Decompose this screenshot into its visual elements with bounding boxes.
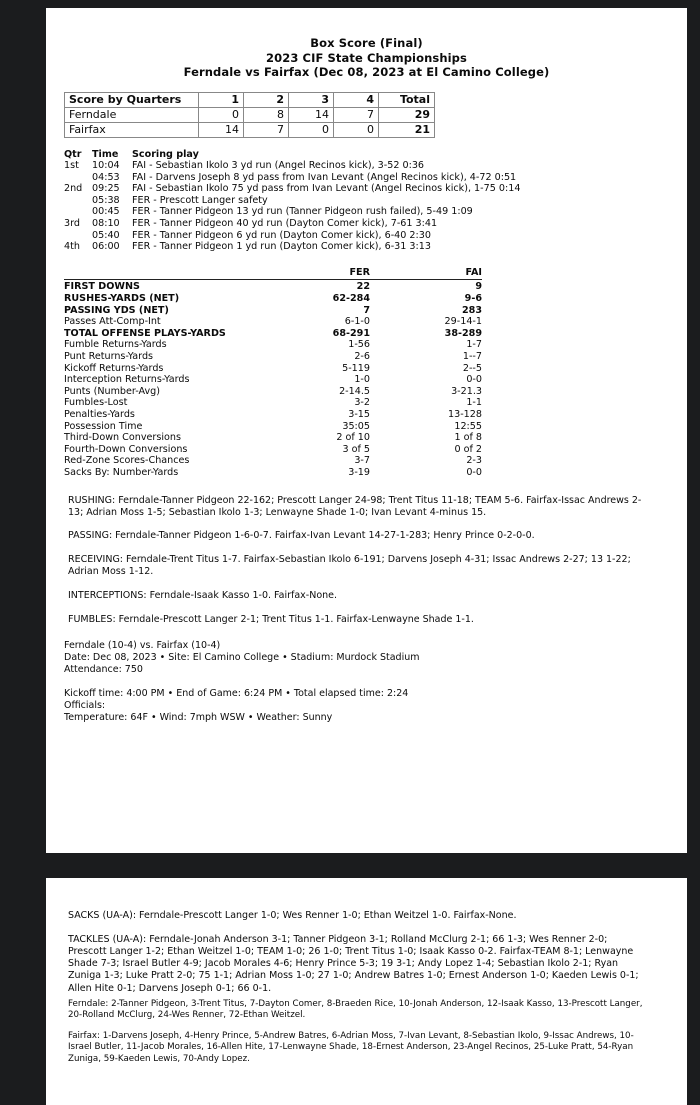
- game-attendance: Attendance: 750: [64, 664, 143, 676]
- table-row: [65, 122, 435, 137]
- table-row: [64, 280, 482, 293]
- stat-value-fer: 1-56: [348, 339, 370, 351]
- stat-value-fai: 1 of 8: [454, 432, 482, 444]
- quarters-header-q1: 1: [199, 92, 244, 107]
- stat-value-fer: 3-2: [354, 397, 370, 409]
- stat-value-fer: 3 of 5: [342, 443, 370, 455]
- table-row: [64, 374, 482, 386]
- quarters-total: 21: [379, 122, 435, 137]
- stats-header-row: [64, 267, 482, 280]
- score-by-quarters-table: [64, 92, 435, 138]
- scoring-play-row: [64, 195, 679, 207]
- stat-value-fer: 7: [363, 304, 370, 316]
- quarters-header-team: Score by Quarters: [65, 92, 199, 107]
- stat-label: TOTAL OFFENSE PLAYS-YARDS: [64, 327, 226, 339]
- stat-value-fai: 0-0: [466, 466, 482, 478]
- scoring-play-quarter: 2nd: [64, 183, 83, 195]
- table-row: [64, 339, 482, 351]
- quarters-q4: 0: [334, 122, 379, 137]
- quarters-q1: 0: [199, 107, 244, 122]
- table-row: [64, 409, 482, 421]
- document-page-2: [46, 878, 687, 1105]
- quarters-q1: 14: [199, 122, 244, 137]
- receiving-paragraph: RECEIVING: Ferndale-Trent Titus 1-7. Fairfax-Sebastian Ikolo 6-191; Darvens Joseph 4-31; Issac Andrews 2-27; 13 1-22; Adrian Moss 1-12.: [68, 554, 631, 578]
- stat-value-fai: 0-0: [466, 374, 482, 386]
- stat-value-fai: 1-7: [466, 339, 482, 351]
- scoring-play-time: 06:00: [92, 241, 120, 253]
- stat-label: Third-Down Conversions: [64, 432, 181, 444]
- stat-label: RUSHES-YARDS (NET): [64, 293, 180, 305]
- table-row: [64, 467, 482, 479]
- stat-value-fer: 62-284: [332, 293, 370, 305]
- stat-value-fai: 12:55: [454, 420, 482, 432]
- stat-label: Punt Returns-Yards: [64, 351, 154, 362]
- table-row: [64, 397, 482, 409]
- table-row: [64, 432, 482, 444]
- scoring-play-time: 05:38: [92, 194, 120, 206]
- stat-label: Penalties-Yards: [64, 408, 135, 420]
- scoring-play-row: [64, 230, 679, 242]
- quarters-header-q2: 2: [244, 92, 289, 107]
- page-title: [54, 8, 679, 80]
- quarters-team-name: Ferndale: [65, 107, 199, 122]
- stat-label: Fumble Returns-Yards: [64, 339, 167, 351]
- ferndale-roster-paragraph: Ferndale: 2-Tanner Pidgeon, 3-Trent Titus, 7-Dayton Comer, 8-Braeden Rice, 10-Jonah Anderson, 12-Isaak Kasso, 13-Prescott Langer, 20-Rolland McClurg, 24-Wes Renner, 72-Ethan Weitzel.: [68, 998, 643, 1020]
- stat-label: Red-Zone Scores-Chances: [64, 455, 190, 467]
- page-2-content: [46, 878, 687, 1065]
- quarters-header-total: Total: [379, 92, 435, 107]
- scoring-play-time: 05:40: [92, 229, 120, 241]
- stat-value-fer: 2-6: [354, 351, 370, 362]
- scoring-play-row: [64, 172, 679, 184]
- scoring-play-time: 09:25: [92, 183, 120, 195]
- stat-value-fai: 2-3: [466, 455, 482, 467]
- table-row: [64, 363, 482, 375]
- stat-label: Interception Returns-Yards: [64, 374, 190, 386]
- stats-table-body: [64, 280, 482, 479]
- stats-table-head: [64, 267, 482, 280]
- scoring-play-description: FER - Tanner Pidgeon 1 yd run (Dayton Comer kick), 6-31 3:13: [132, 241, 431, 253]
- stat-value-fai: 9-6: [464, 293, 482, 305]
- scoring-play-time: 00:45: [92, 206, 120, 218]
- stat-label: Kickoff Returns-Yards: [64, 362, 164, 374]
- stat-value-fai: 9: [475, 281, 482, 293]
- scoring-play-description: FER - Tanner Pidgeon 6 yd run (Dayton Comer kick), 6-40 2:30: [132, 229, 431, 241]
- stats-header-fai: FAI: [388, 267, 482, 280]
- stat-value-fai: 283: [461, 304, 482, 316]
- stat-value-fer: 6-1-0: [344, 316, 370, 328]
- quarters-table-body: [65, 107, 435, 137]
- scoring-header-time: Time: [92, 148, 119, 160]
- stat-value-fai: 3-21.3: [451, 385, 482, 397]
- scoring-play-quarter: 4th: [64, 241, 80, 253]
- table-row: [64, 455, 482, 467]
- table-row: [64, 305, 482, 317]
- interceptions-paragraph: INTERCEPTIONS: Ferndale-Isaak Kasso 1-0. Fairfax-None.: [68, 590, 338, 602]
- game-officials: Officials:: [64, 699, 106, 711]
- stat-value-fer: 3-19: [348, 466, 370, 478]
- title-line-1: Box Score (Final): [310, 36, 423, 50]
- scoring-play-description: FER - Tanner Pidgeon 13 yd run (Tanner Pidgeon rush failed), 5-49 1:09: [132, 206, 473, 218]
- quarters-q4: 7: [334, 107, 379, 122]
- table-row: [64, 316, 482, 328]
- stat-label: Sacks By: Number-Yards: [64, 466, 179, 478]
- stat-value-fai: 1--7: [462, 351, 482, 362]
- sacks-paragraph: SACKS (UA-A): Ferndale-Prescott Langer 1-0; Wes Renner 1-0; Ethan Weitzel 1-0. Fairfax-None.: [68, 910, 517, 921]
- scoring-header-play: Scoring play: [132, 148, 199, 160]
- defensive-statistics-section: [54, 910, 646, 995]
- scoring-play-description: FAI - Darvens Joseph 8 yd pass from Ivan Levant (Angel Recinos kick), 4-72 0:51: [132, 171, 517, 183]
- quarters-header-q4: 4: [334, 92, 379, 107]
- stat-value-fer: 68-291: [332, 327, 370, 339]
- quarters-q3: 14: [289, 107, 334, 122]
- scoring-play-description: FAI - Sebastian Ikolo 75 yd pass from Ivan Levant (Angel Recinos kick), 1-75 0:14: [132, 183, 521, 195]
- stats-header-label: [64, 267, 270, 280]
- stat-label: Fourth-Down Conversions: [64, 443, 188, 455]
- table-row: [64, 293, 482, 305]
- quarters-q2: 7: [244, 122, 289, 137]
- game-information-section: [54, 626, 679, 724]
- game-info-block-1: [64, 640, 679, 677]
- scoring-plays-list: [64, 160, 679, 253]
- scoring-play-quarter: 1st: [64, 160, 79, 172]
- scoring-play-row: [64, 160, 679, 172]
- scoring-play-description: FAI - Sebastian Ikolo 3 yd run (Angel Recinos kick), 3-52 0:36: [132, 160, 425, 172]
- scoring-play-time: 04:53: [92, 171, 120, 183]
- stat-label: PASSING YDS (NET): [64, 304, 169, 316]
- team-statistics-table: [64, 267, 482, 479]
- stat-value-fer: 35:05: [342, 420, 370, 432]
- stat-value-fer: 1-0: [354, 374, 370, 386]
- scoring-play-time: 10:04: [92, 160, 120, 172]
- scoring-play-description: FER - Prescott Langer safety: [132, 194, 268, 206]
- scoring-play-row: [64, 206, 679, 218]
- stat-value-fer: 2-14.5: [339, 385, 370, 397]
- rushing-paragraph: RUSHING: Ferndale-Tanner Pidgeon 22-162; Prescott Langer 24-98; Trent Titus 11-18; TEAM 5-6. Fairfax-Issac Andrews 2-13; Adrian Moss 1-5; Sebastian Ikolo 1-3; Lenwayne Shade 1-0; Ivan Levant 4-minus 15.: [68, 494, 642, 518]
- page-1-content: [46, 8, 687, 724]
- quarters-table-head: [65, 92, 435, 107]
- stat-label: FIRST DOWNS: [64, 281, 140, 293]
- stat-value-fer: 22: [356, 281, 370, 293]
- scoring-plays-header: [64, 149, 679, 161]
- game-date-site: Date: Dec 08, 2023 • Site: El Camino College • Stadium: Murdock Stadium: [64, 652, 420, 664]
- passing-paragraph: PASSING: Ferndale-Tanner Pidgeon 1-6-0-7. Fairfax-Ivan Levant 14-27-1-283; Henry Prince 0-2-0-0.: [68, 530, 535, 542]
- stat-value-fai: 38-289: [444, 327, 482, 339]
- document-page-1: [46, 8, 687, 853]
- table-row: [64, 421, 482, 433]
- stat-label: Passes Att-Comp-Int: [64, 316, 161, 328]
- stats-header-fer: FER: [270, 267, 388, 280]
- scoring-play-row: [64, 218, 679, 230]
- stat-label: Possession Time: [64, 420, 143, 432]
- table-row: [64, 386, 482, 398]
- quarters-team-name: Fairfax: [65, 122, 199, 137]
- score-by-quarters-section: [54, 80, 679, 138]
- scoring-header-qtr: Qtr: [64, 148, 82, 160]
- stat-value-fai: 29-14-1: [444, 316, 482, 328]
- stat-label: Punts (Number-Avg): [64, 385, 161, 397]
- table-row: [64, 444, 482, 456]
- title-line-3: Ferndale vs Fairfax (Dec 08, 2023 at El Camino College): [183, 65, 550, 79]
- stat-value-fer: 3-15: [348, 408, 370, 420]
- quarters-q2: 8: [244, 107, 289, 122]
- scoring-play-time: 08:10: [92, 218, 120, 230]
- scoring-plays-section: [54, 138, 679, 253]
- game-kickoff-time: Kickoff time: 4:00 PM • End of Game: 6:24 PM • Total elapsed time: 2:24: [64, 687, 409, 699]
- scoring-play-description: FER - Tanner Pidgeon 40 yd run (Dayton Comer kick), 7-61 3:41: [132, 218, 438, 230]
- fairfax-roster-paragraph: Fairfax: 1-Darvens Joseph, 4-Henry Prince, 5-Andrew Batres, 6-Adrian Moss, 7-Ivan Levant, 8-Sebastian Ikolo, 9-Issac Andrews, 10-Israel Butler, 11-Jacob Morales, 16-Allen Hite, 17-Lenwayne Shade, 18-Ernest Anderson, 23-Angel Recinos, 25-Luke Pratt, 54-Ryan Zuniga, 59-Kaeden Lewis, 70-Andy Lopez.: [68, 1031, 634, 1064]
- fumbles-paragraph: FUMBLES: Ferndale-Prescott Langer 2-1; Trent Titus 1-1. Fairfax-Lenwayne Shade 1-1.: [68, 613, 474, 625]
- team-statistics-section: [54, 253, 679, 479]
- game-info-block-2: [64, 688, 679, 725]
- stat-value-fer: 3-7: [354, 455, 370, 467]
- quarters-q3: 0: [289, 122, 334, 137]
- stat-value-fai: 0 of 2: [454, 443, 482, 455]
- quarters-header-row: [65, 92, 435, 107]
- stat-value-fer: 2 of 10: [336, 432, 370, 444]
- table-row: [64, 351, 482, 363]
- quarters-header-q3: 3: [289, 92, 334, 107]
- title-line-2: 2023 CIF State Championships: [266, 50, 467, 65]
- stat-value-fai: 13-128: [448, 408, 482, 420]
- table-row: [65, 107, 435, 122]
- stat-value-fai: 1-1: [466, 397, 482, 409]
- game-matchup: Ferndale (10-4) vs. Fairfax (10-4): [64, 639, 221, 651]
- individual-statistics-section: [54, 479, 646, 626]
- game-weather: Temperature: 64F • Wind: 7mph WSW • Weather: Sunny: [64, 711, 333, 723]
- stat-value-fai: 2--5: [462, 362, 482, 374]
- scoring-play-quarter: 3rd: [64, 218, 80, 230]
- tackles-paragraph: TACKLES (UA-A): Ferndale-Jonah Anderson 3-1; Tanner Pidgeon 3-1; Rolland McClurg 2-1; 66 1-3; Wes Renner 2-0; Prescott Langer 1-2; Ethan Weitzel 1-0; TEAM 1-0; 26 1-0; Trent Titus 1-0; Isaak Kasso 0-2. Fairfax-TEAM 8-1; Lenwayne Shade 7-3; Israel Butler 4-9; Jacob Morales 4-6; Henry Prince 5-3; 19 3-1; Andy Lopez 1-4; Sebastian Ikolo 2-1; Ryan Zuniga 1-3; Luke Pratt 2-0; 75 1-1; Adrian Moss 1-0; 27 1-0; Andrew Batres 1-0; Ernest Anderson 1-0; Kaeden Lewis 0-1; Allen Hite 0-1; Darvens Joseph 0-1; 66 0-1.: [68, 933, 639, 994]
- quarters-total: 29: [379, 107, 435, 122]
- scoring-play-row: [64, 183, 679, 195]
- roster-section: [54, 995, 646, 1065]
- scoring-play-row: [64, 241, 679, 253]
- table-row: [64, 328, 482, 340]
- stat-value-fer: 5-119: [342, 362, 370, 374]
- stat-label: Fumbles-Lost: [64, 397, 128, 409]
